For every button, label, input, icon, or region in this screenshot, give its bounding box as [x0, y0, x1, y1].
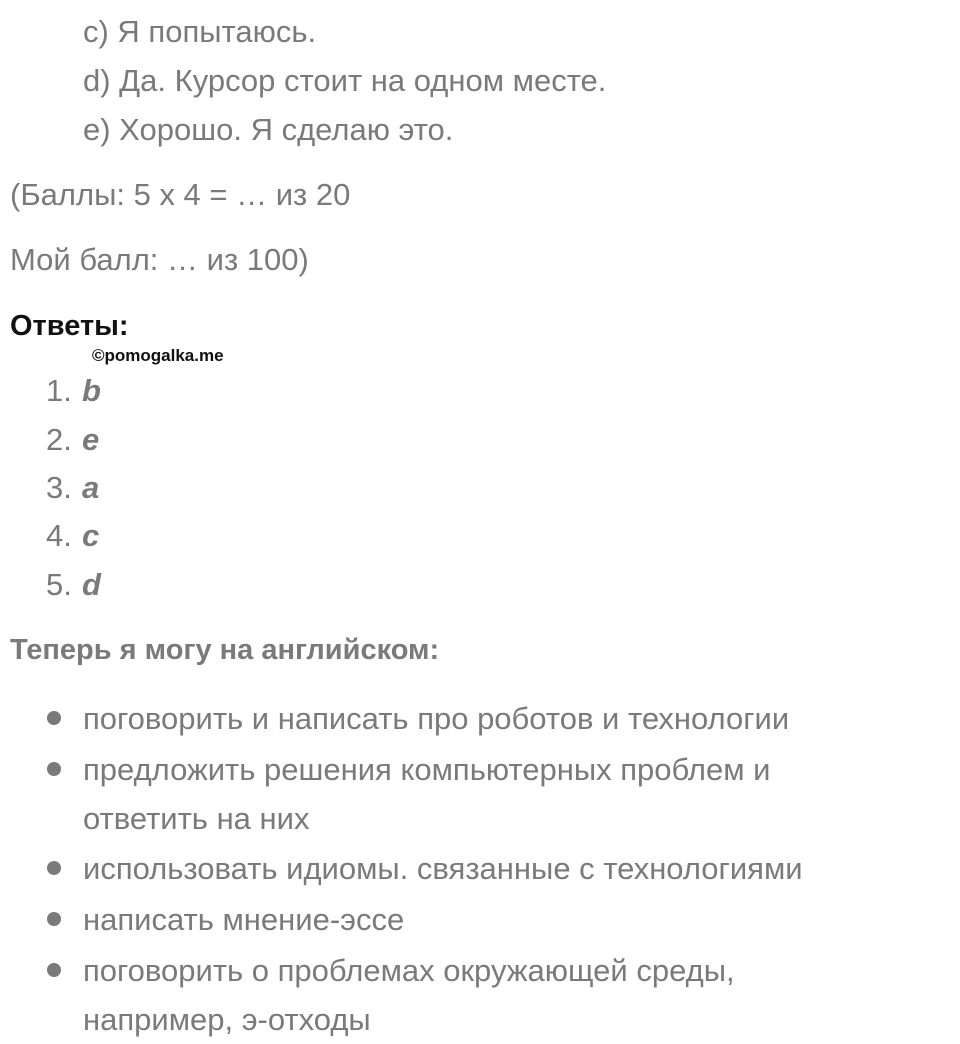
bullet-icon	[47, 912, 61, 926]
bullet-icon	[47, 963, 61, 977]
can-do-heading: Теперь я могу на английском:	[10, 634, 440, 666]
answer-number: 3.	[46, 470, 72, 505]
answer-item	[46, 371, 101, 411]
bullet-icon	[47, 762, 61, 776]
option-e: e) Хорошо. Я сделаю это.	[83, 112, 454, 147]
can-do-item: поговорить о проблемах окружающей среды,	[83, 953, 735, 988]
answer-letter: e	[82, 422, 100, 457]
answer-number: 5.	[46, 567, 72, 602]
my-score-line: Мой балл: … из 100)	[10, 242, 309, 277]
answer-item	[46, 468, 99, 508]
answer-letter: c	[82, 518, 100, 553]
option-c: c) Я попытаюсь.	[83, 14, 317, 49]
can-do-item: предложить решения компьютерных проблем и	[83, 752, 771, 787]
answer-letter: a	[82, 470, 100, 505]
answer-number: 1.	[46, 373, 72, 408]
can-do-item: написать мнение-эссе	[83, 902, 405, 937]
answer-letter: d	[82, 567, 101, 602]
answer-item	[46, 420, 99, 460]
answer-number: 2.	[46, 422, 72, 457]
answer-letter: b	[82, 373, 101, 408]
watermark: ©pomogalka.me	[92, 346, 224, 365]
can-do-item-continued: например, э-отходы	[83, 1002, 371, 1037]
option-d: d) Да. Курсор стоит на одном месте.	[83, 63, 607, 98]
answer-item	[46, 516, 99, 556]
answer-number: 4.	[46, 518, 72, 553]
can-do-item-continued: ответить на них	[83, 801, 310, 836]
bullet-icon	[47, 711, 61, 725]
bullet-icon	[47, 861, 61, 875]
can-do-item: использовать идиомы. связанные с технологиями	[83, 851, 803, 886]
answer-item	[46, 565, 101, 605]
can-do-item: поговорить и написать про роботов и технологии	[83, 701, 790, 736]
answers-heading: Ответы:	[10, 310, 129, 342]
points-line: (Баллы: 5 х 4 = … из 20	[10, 177, 351, 212]
